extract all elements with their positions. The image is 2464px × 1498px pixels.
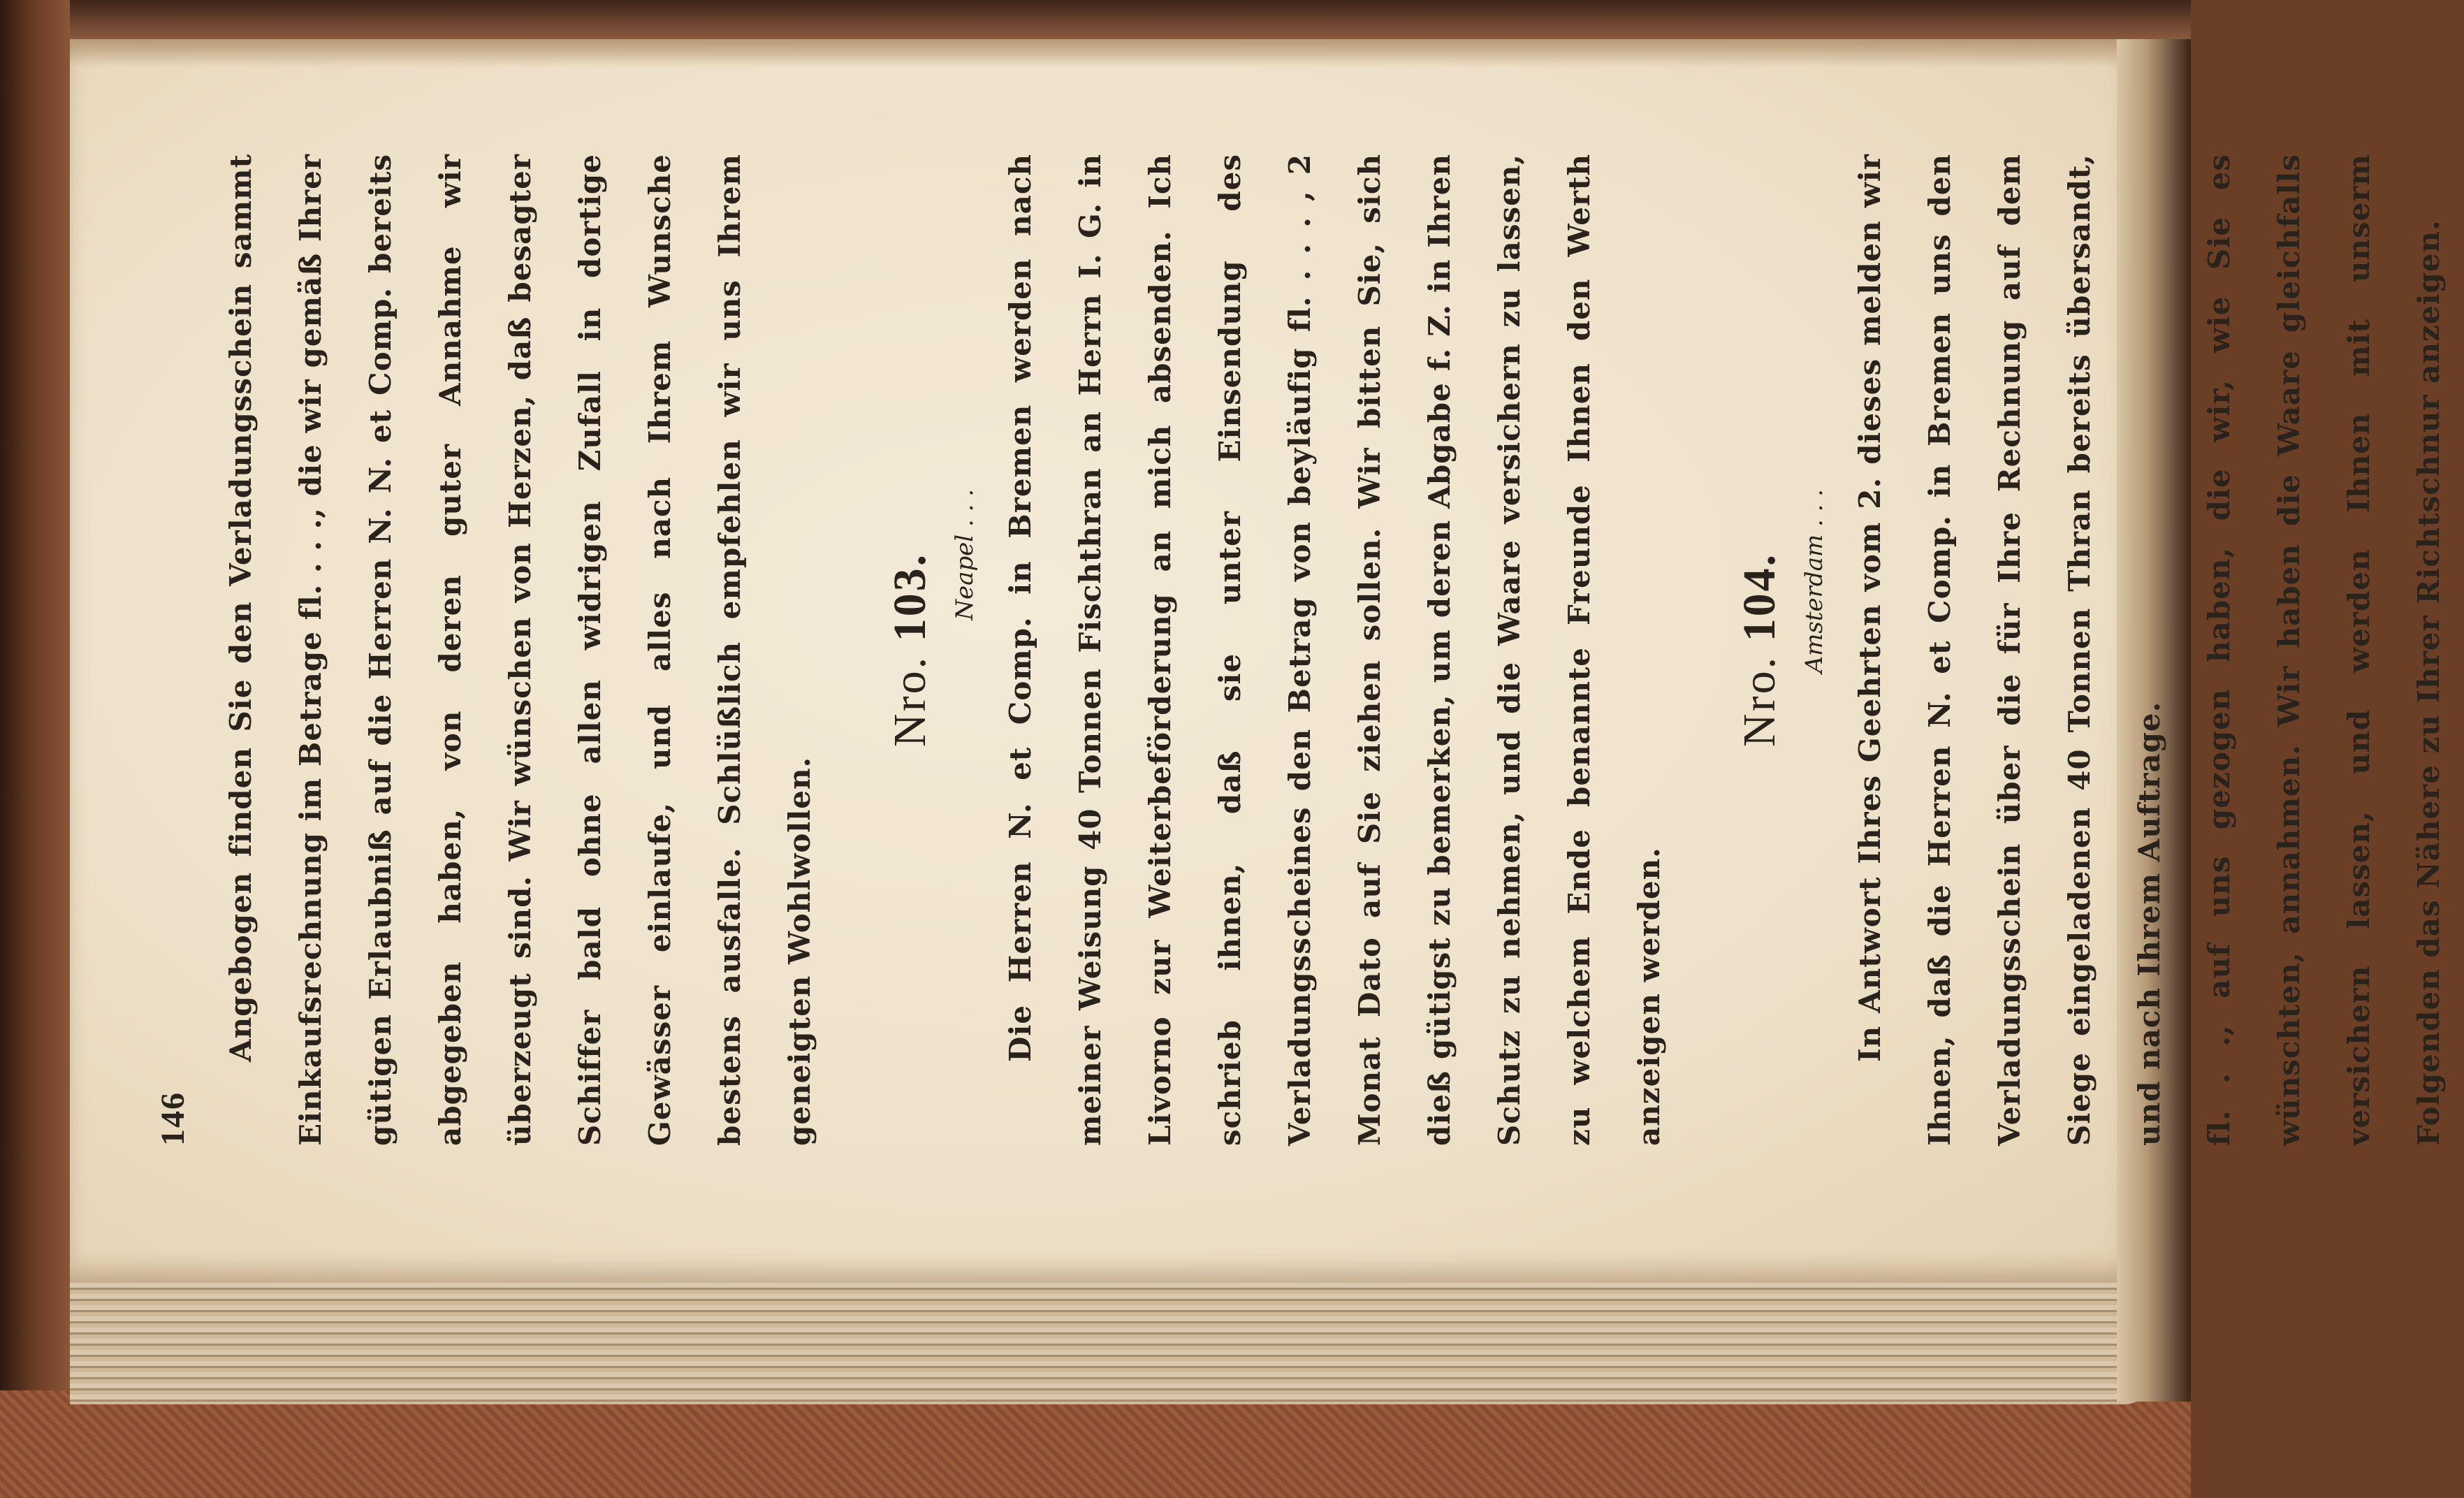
book-cover-bottom [0, 1390, 2191, 1498]
letter-104-body: In Antwort Ihres Geehrten vom 2. dieses melden wir Ihnen, daß die Herren N. et Comp. in Bremen uns den Verladungsschein über die für Ihre Rechnung auf dem Siege eingeladenen 40 Tonnen Thran bereits übersandt, und nach Ihrem Auftrage. [1853, 154, 2166, 1146]
page-gutter [70, 39, 2152, 67]
letter-103-place: Neapel . . . [951, 489, 979, 620]
letter-104-body-continued: fl. . ., auf uns gezogen haben, die wir, wie Sie es wünschten, annahmen. Wir haben die Waare gleichfalls versichern lassen, und werden Ihnen mit unserm Folgenden das Nähere zu Ihrer Richtschnur anzeigen. [2202, 154, 2446, 1146]
letter-104-number: 104. [1734, 552, 1785, 642]
page-edges [70, 1272, 2152, 1404]
intro-paragraph: Angebogen finden Sie den Verladungsschein sammt Einkaufsrechnung im Betrage fl. . . ., die wir gemäß Ihrer gütigen Erlaubniß auf die Herren N. N. et Comp. bereits abgegeben haben, von deren guter Annahme wir überzeugt sind. Wir wünschen von Herzen, daß besagter Schiffer bald ohne allen widrigen Zufall in dortige Gewässer einlaufe, und alles nach Ihrem Wunsche bestens ausfalle. Schlüßlich empfehlen wir uns Ihrem geneigten Wohlwollen. [224, 154, 817, 1146]
letter-103-body: Die Herren N. et Comp. in Bremen werden nach meiner Weisung 40 Tonnen Fischthran an Herrn I. G. in Livorno zur Weiterbeförderung an mich absenden. Ich schrieb ihnen, daß sie unter Einsendung des Verladungsscheines den Betrag von beyläufig fl. . . . , 2 Monat Dato auf Sie ziehen sollen. Wir bitten Sie, sich dieß gütigst zu bemerken, um deren Abgabe f. Z. in Ihren Schutz zu nehmen, und die Waare versichern zu lassen, zu welchem Ende benannte Freunde Ihnen den Werth anzeigen werden. [1003, 154, 1666, 1146]
book-cover-top [0, 0, 2191, 39]
letter-104-prefix: Nro. [1734, 655, 1785, 748]
book-spine [0, 0, 70, 1498]
letter-104-heading [1733, 154, 1786, 1146]
letter-103-heading [884, 154, 937, 1146]
letter-103-prefix: Nro. [884, 655, 935, 748]
page-number: 146 [154, 1091, 191, 1146]
letter-104-place: Amsterdam . . . [1800, 489, 1828, 674]
letter-103-number: 103. [884, 552, 935, 642]
rotated-page-content [133, 112, 2446, 1188]
